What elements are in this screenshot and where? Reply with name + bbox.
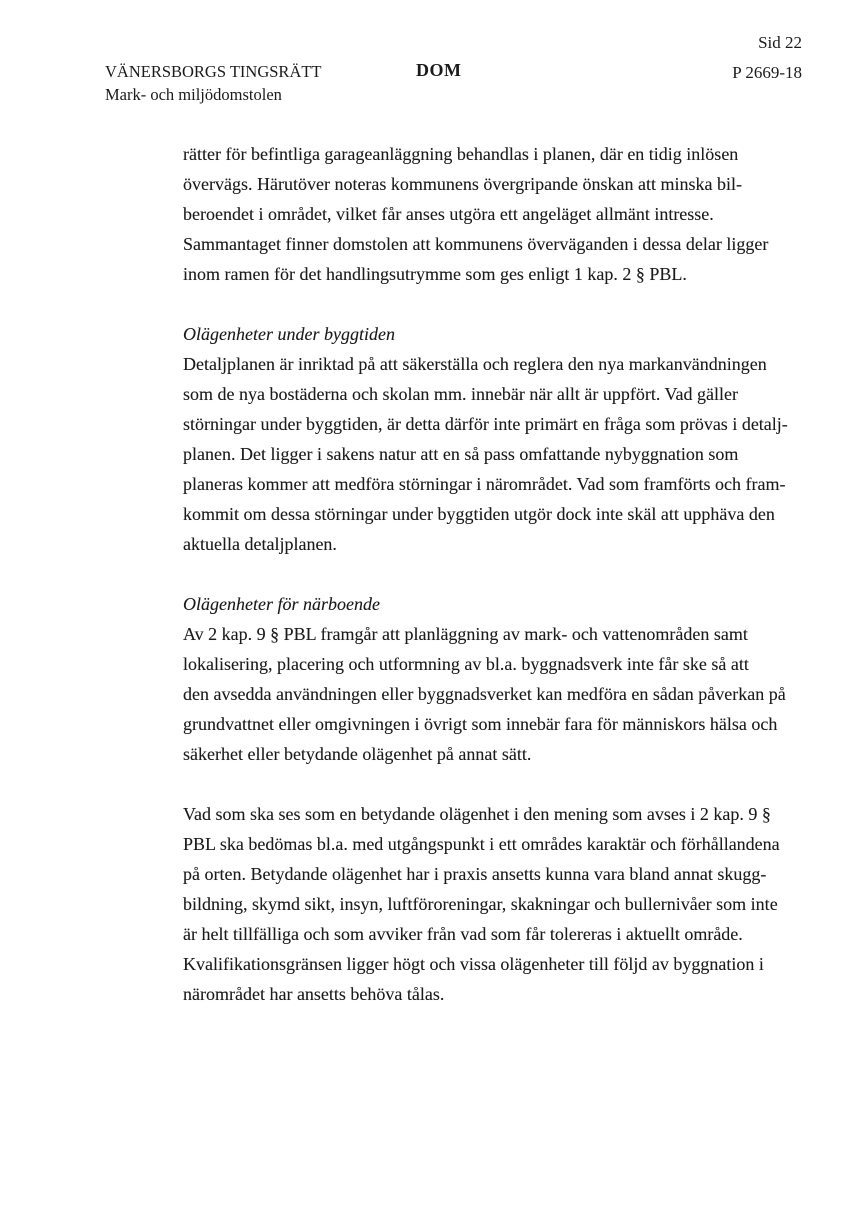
- paragraph: [183, 139, 803, 289]
- text-line: Vad som ska ses som en betydande olägenhet i den mening som avses i 2 kap. 9 §: [183, 804, 771, 824]
- text-line: säkerhet eller betydande olägenhet på annat sätt.: [183, 744, 532, 764]
- text-line: på orten. Betydande olägenhet har i praxis ansetts kunna vara bland annat skugg-: [183, 864, 767, 884]
- court-name: VÄNERSBORGS TINGSRÄTT: [105, 62, 322, 81]
- text-line: störningar under byggtiden, är detta därför inte primärt en fråga som prövas i detalj-: [183, 414, 788, 434]
- page-number: Sid 22: [758, 33, 802, 52]
- text-line: PBL ska bedömas bl.a. med utgångspunkt i ett områdes karaktär och förhållandena: [183, 834, 780, 854]
- text-line: bildning, skymd sikt, insyn, luftföroreningar, skakningar och bullernivåer som inte: [183, 894, 778, 914]
- header-right: [732, 28, 802, 88]
- paragraph: [183, 799, 803, 1009]
- text-line: Sammantaget finner domstolen att kommunens överväganden i dessa delar ligger: [183, 234, 769, 254]
- text-line: övervägs. Härutöver noteras kommunens övergripande önskan att minska bil-: [183, 174, 743, 194]
- document-body: [183, 139, 803, 1039]
- case-number: P 2669-18: [732, 63, 802, 82]
- text-line: Kvalifikationsgränsen ligger högt och vissa olägenheter till följd av byggnation i: [183, 954, 764, 974]
- text-line: Detaljplanen är inriktad på att säkerställa och reglera den nya markanvändningen: [183, 354, 767, 374]
- text-line: inom ramen för det handlingsutrymme som ges enligt 1 kap. 2 § PBL.: [183, 264, 687, 284]
- text-line: är helt tillfälliga och som avviker från vad som får tolereras i aktuellt område.: [183, 924, 743, 944]
- text-line: beroendet i området, vilket får anses utgöra ett angeläget allmänt intresse.: [183, 204, 714, 224]
- text-line: grundvattnet eller omgivningen i övrigt som innebär fara för människors hälsa och: [183, 714, 778, 734]
- header-left: [105, 60, 322, 106]
- text-line: rätter för befintliga garageanläggning behandlas i planen, där en tidig inlösen: [183, 144, 739, 164]
- text-line: närområdet har ansetts behöva tålas.: [183, 984, 445, 1004]
- document-type-label: DOM: [416, 60, 462, 80]
- section-heading: Olägenheter under byggtiden: [183, 324, 395, 344]
- text-line: som de nya bostäderna och skolan mm. innebär när allt är uppfört. Vad gäller: [183, 384, 739, 404]
- text-line: aktuella detaljplanen.: [183, 534, 337, 554]
- text-line: planen. Det ligger i sakens natur att en så pass omfattande nybyggnation som: [183, 444, 739, 464]
- text-line: den avsedda användningen eller byggnadsverket kan medföra en sådan påverkan på: [183, 684, 786, 704]
- text-line: kommit om dessa störningar under byggtiden utgör dock inte skäl att upphäva den: [183, 504, 775, 524]
- paragraph: [183, 619, 803, 769]
- section-heading: Olägenheter för närboende: [183, 594, 380, 614]
- text-line: planeras kommer att medföra störningar i närområdet. Vad som framförts och fram-: [183, 474, 786, 494]
- court-division: Mark- och miljödomstolen: [105, 85, 282, 104]
- text-line: Av 2 kap. 9 § PBL framgår att planläggning av mark- och vattenområden samt: [183, 624, 748, 644]
- text-line: lokalisering, placering och utformning av bl.a. byggnadsverk inte får ske så att: [183, 654, 749, 674]
- paragraph: [183, 349, 803, 559]
